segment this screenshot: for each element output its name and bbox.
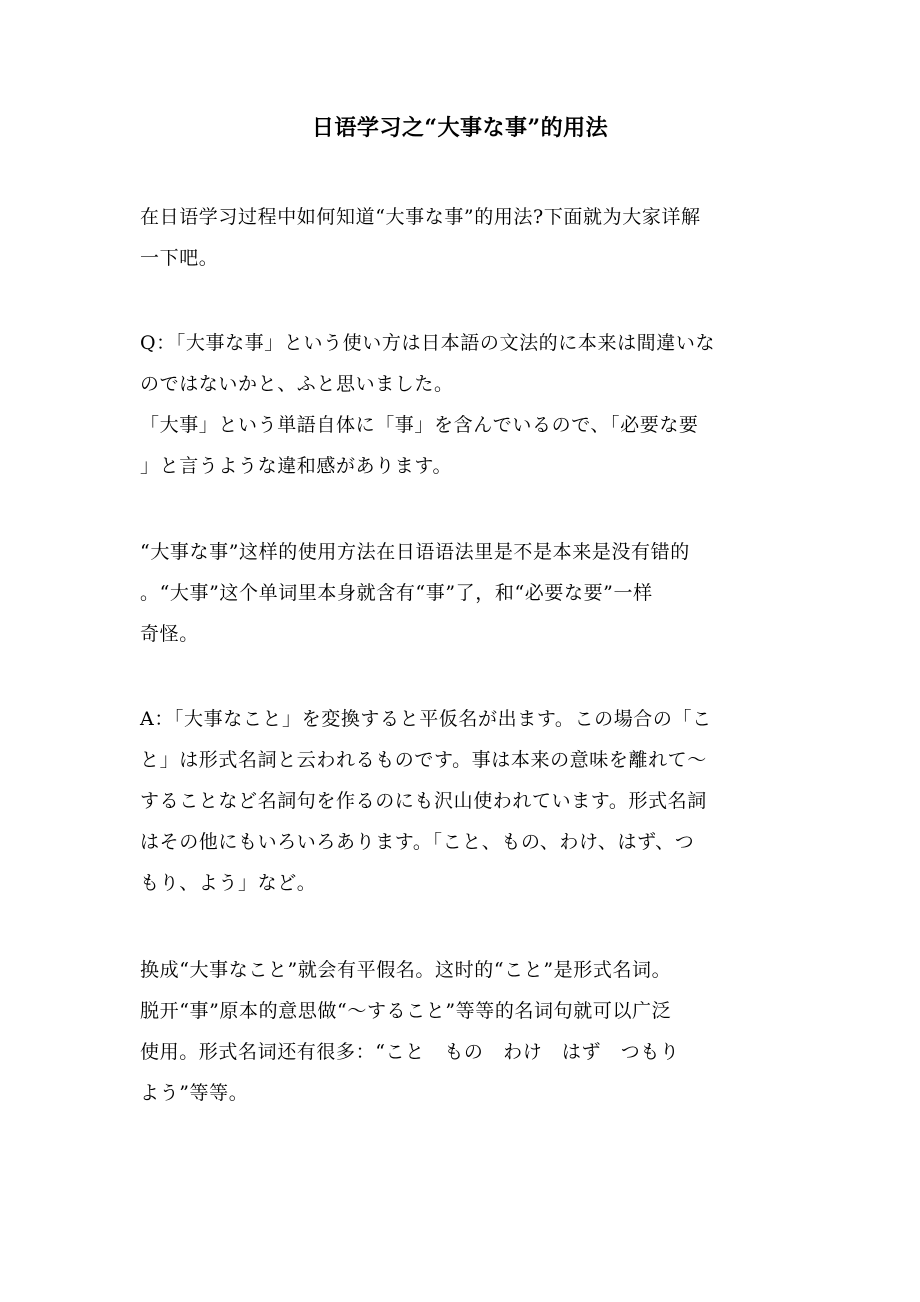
- text-line: と」は形式名詞と云われるものです。事は本来の意味を離れて～: [140, 749, 707, 771]
- text-line: 脱开“事”原本的意思做“～すること”等等的名词句就可以广泛: [140, 1000, 672, 1022]
- text-line: はその他にもいろいろあります。「こと、もの、わけ、はず、つ: [140, 831, 695, 853]
- text-line: 。“大事”这个单词里本身就含有“事”了，和“必要な要”一样: [140, 582, 653, 604]
- text-line: 「大事」という単語自体に「事」を含んでいるので、「必要な要: [140, 414, 699, 436]
- text-line: A：「大事なこと」を変換すると平仮名が出ます。この場合の「こ: [140, 708, 712, 730]
- text-line: Q：「大事な事」という使い方は日本語の文法的に本来は間違いな: [140, 332, 716, 354]
- text-line: もり、よう」など。: [140, 872, 317, 894]
- text-line: 使用。形式名词还有很多：“こと もの わけ はず つもり: [140, 1041, 680, 1063]
- document-title: 日语学习之“大事な事”的用法: [311, 115, 609, 141]
- text-line: 换成“大事なこと”就会有平假名。这时的“こと”是形式名词。: [140, 959, 672, 981]
- text-line: 奇怪。: [140, 623, 199, 645]
- text-line: よう”等等。: [140, 1082, 249, 1104]
- text-line: のではないかと、ふと思いました。: [140, 373, 454, 395]
- text-line: 一下吧。: [140, 247, 219, 269]
- text-line: 在日语学习过程中如何知道“大事な事”的用法?下面就为大家详解: [140, 206, 701, 228]
- text-line: 」と言うような違和感があります。: [140, 455, 453, 477]
- text-line: “大事な事”这样的使用方法在日语语法里是不是本来是没有错的: [140, 541, 690, 563]
- text-line: することなど名詞句を作るのにも沢山使われています。形式名詞: [140, 790, 707, 812]
